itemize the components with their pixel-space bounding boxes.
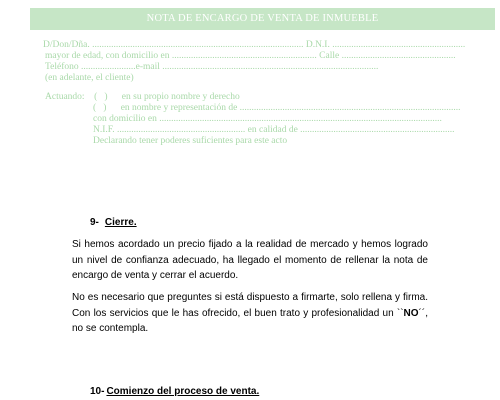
form-line-powers: Declarando tener poderes suficientes para este acto xyxy=(93,136,288,146)
section-title: Comienzo del proceso de venta. xyxy=(106,386,260,397)
form-line-address: mayor de edad, con domicilio en ............................................................. Calle ................................................ xyxy=(45,51,456,61)
sale-order-form xyxy=(30,8,495,30)
form-line-phone: Teléfono .......................e-mail ........................................................................................... xyxy=(45,62,379,72)
form-line-representation: ( ) en nombre y representación de ............................................................................................. xyxy=(93,103,461,113)
section-10-heading xyxy=(90,386,259,397)
paragraph-text: No es necesario que preguntes si está dispuesto a firmarte, solo rellena y firma. Con los servicios que le has ofrecido, el buen trato y profesionalidad un `` xyxy=(72,292,428,319)
section-title: Cierre. xyxy=(104,217,137,228)
form-line-name: D/Don/Dña. ......................................................................................... D.N.I. ........................................................ xyxy=(43,40,466,50)
paragraph-text-end: ´´, no se contempla. xyxy=(72,307,428,335)
section-9-paragraph-1: Si hemos acordado un precio fijado a la realidad de mercado y hemos logrado un nivel de confianza adecuado, ha llegado el momento de rellenar la nota de encargo de venta y cerrar el acuerdo. xyxy=(72,239,428,282)
form-line-acting: Actuando: ( ) en su propio nombre y derecho xyxy=(45,92,240,102)
section-number: 10- xyxy=(90,386,105,397)
form-line-nif: N.I.F. ...................................................... en calidad de ................................................................. xyxy=(93,125,455,135)
form-header: NOTA DE ENCARGO DE VENTA DE INMUEBLE xyxy=(30,8,495,30)
section-9-heading xyxy=(90,217,137,228)
section-number: 9- xyxy=(90,217,99,228)
section-9-paragraph-2 xyxy=(72,290,428,337)
emphasis-no: NO xyxy=(403,307,419,319)
form-line-domicile: con domicilio en ....................................................................................................................... xyxy=(93,114,442,124)
form-line-client: (en adelante, el cliente) xyxy=(45,73,134,83)
